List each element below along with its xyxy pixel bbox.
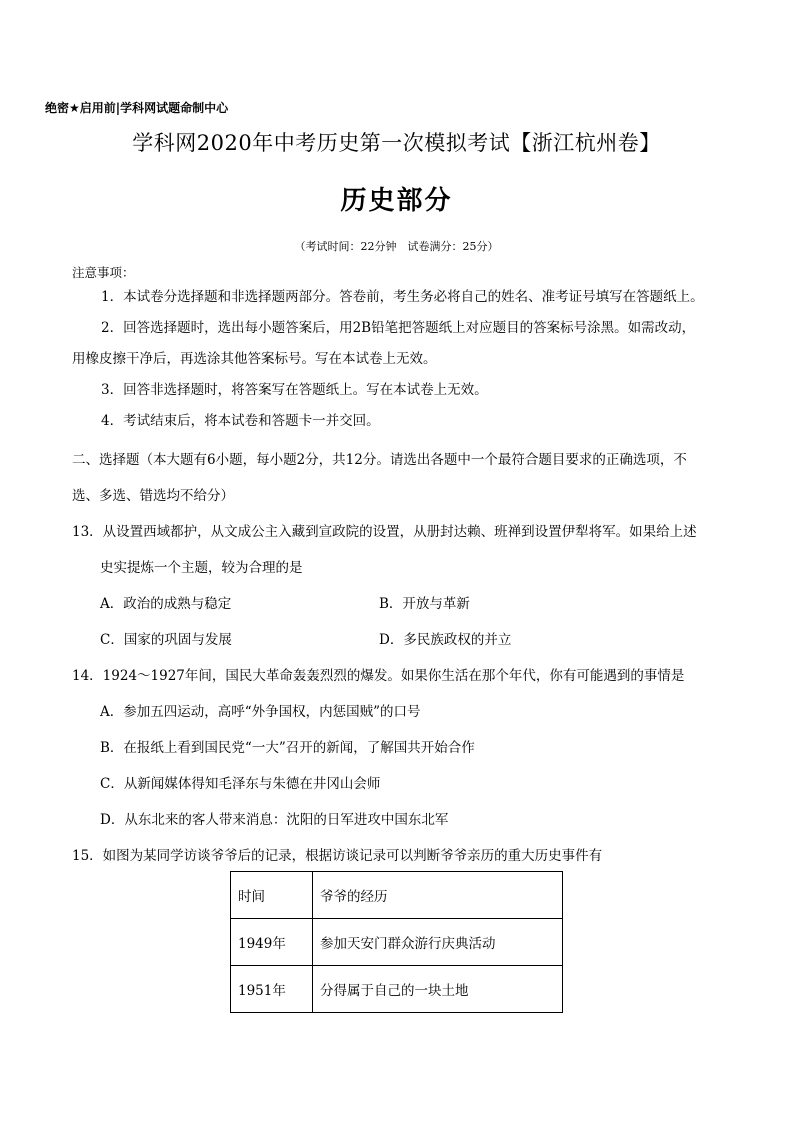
question-13-stem: 13．从设置西域都护，从文成公主入藏到宣政院的设置，从册封达赖、班禅到设置伊犁将军。如果给上述 — [72, 524, 697, 540]
table-header-row — [231, 872, 563, 919]
question-14-option-d: D．从东北来的客人带来消息：沈阳的日军进攻中国东北军 — [100, 812, 449, 828]
section-heading: 二、选择题（本大题有6小题，每小题2分，共12分。请选出各题中一个最符合题目要求的正确选项，不 — [72, 452, 687, 468]
table-cell: 1951年 — [231, 966, 313, 1013]
table-header-cell: 时间 — [231, 872, 313, 919]
question-15-stem: 15．如图为某同学访谈爷爷后的记录，根据访谈记录可以判断爷爷亲历的重大历史事件有 — [72, 848, 603, 864]
exam-title: 学科网2020年中考历史第一次模拟考试【浙江杭州卷】 — [132, 131, 661, 155]
note-item: 4．考试结束后，将本试卷和答题卡一并交回。 — [101, 413, 380, 429]
question-13-option-a: A．政治的成熟与稳定 — [100, 596, 232, 612]
section-heading-continued: 选、多选、错选均不给分） — [72, 488, 234, 504]
question-14-stem: 14．1924～1927年间，国民大革命轰轰烈烈的爆发。如果你生活在那个年代，你有可能遇到的事情是 — [72, 668, 685, 684]
question-14-option-b: B．在报纸上看到国民党“一大”召开的新闻，了解国共开始合作 — [100, 740, 475, 756]
table-row — [231, 966, 563, 1013]
table-cell: 1949年 — [231, 919, 313, 966]
confidential-label: 绝密★启用前|学科网试题命制中心 — [45, 101, 229, 115]
note-item: 2．回答选择题时，选出每小题答案后，用2B铅笔把答题纸上对应题目的答案标号涂黑。如需改动， — [101, 320, 696, 336]
table-row — [231, 919, 563, 966]
interview-record-table — [230, 871, 563, 1013]
question-13-option-c: C．国家的巩固与发展 — [100, 632, 232, 648]
note-item: 1．本试卷分选择题和非选择题两部分。答卷前，考生务必将自己的姓名、准考证号填写在答题纸上。 — [101, 289, 704, 305]
notes-heading: 注意事项： — [72, 265, 135, 280]
question-13-option-d: D．多民族政权的并立 — [379, 632, 512, 648]
exam-info: （考试时间：22分钟 试卷满分：25分） — [294, 240, 499, 253]
question-14-option-c: C．从新闻媒体得知毛泽东与朱德在井冈山会师 — [100, 776, 381, 792]
note-item-continued: 用橡皮擦干净后，再选涂其他答案标号。写在本试卷上无效。 — [72, 351, 437, 367]
note-item: 3．回答非选择题时，将答案写在答题纸上。写在本试卷上无效。 — [101, 382, 488, 398]
table-cell: 参加天安门群众游行庆典活动 — [313, 919, 563, 966]
question-14-option-a: A．参加五四运动，高呼“外争国权，内惩国贼”的口号 — [100, 704, 421, 720]
table-header-cell: 爷爷的经历 — [313, 872, 563, 919]
section-subtitle: 历史部分 — [340, 186, 453, 216]
question-13-option-b: B．开放与革新 — [379, 596, 470, 612]
table-cell: 分得属于自己的一块土地 — [313, 966, 563, 1013]
question-13-stem-continued: 史实提炼一个主题，较为合理的是 — [100, 560, 303, 576]
